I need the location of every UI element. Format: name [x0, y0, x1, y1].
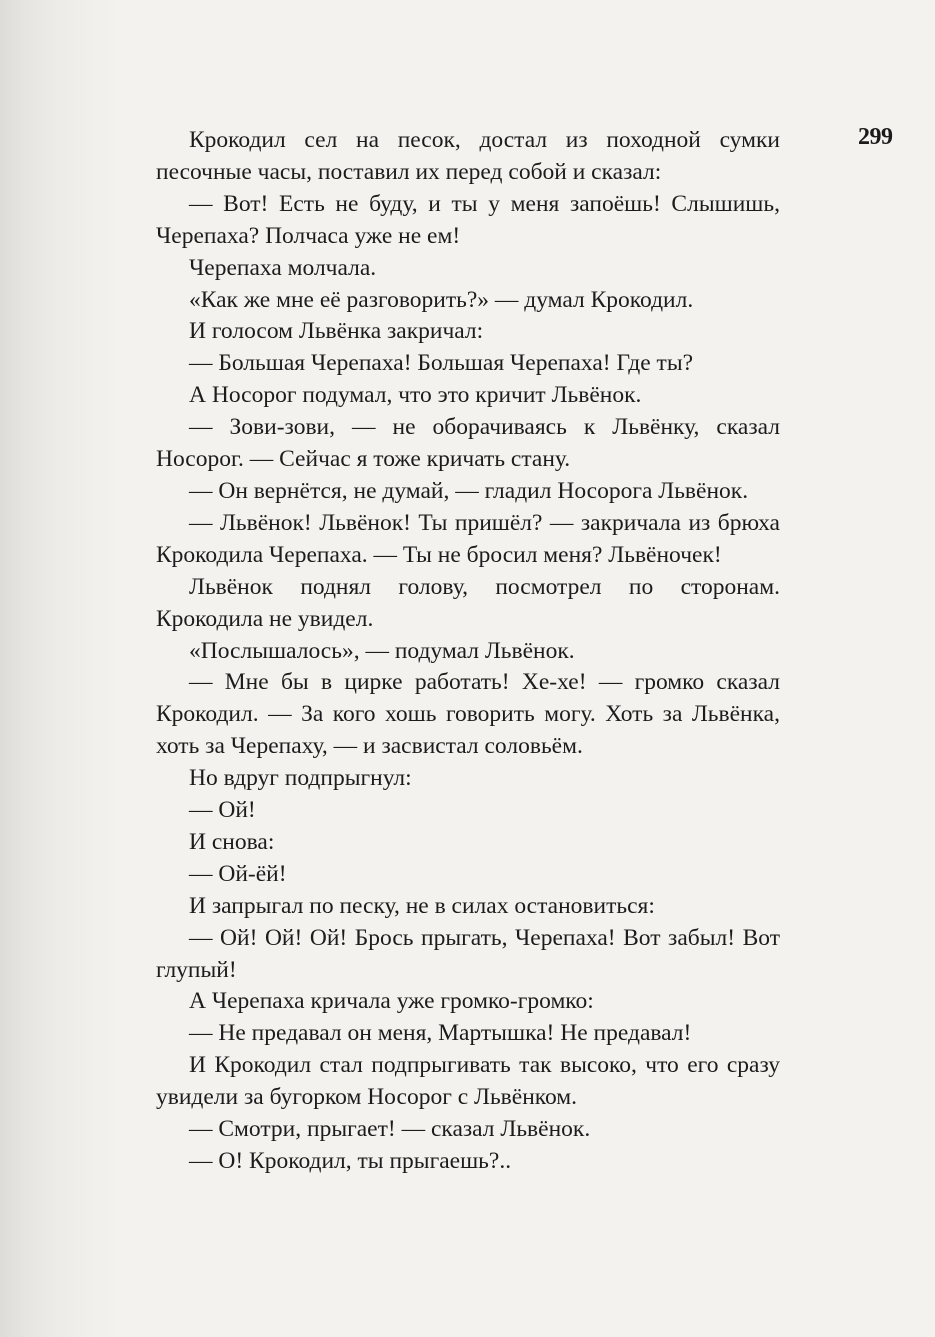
paragraph: — Ой! Ой! Ой! Брось прыгать, Черепаха! Вот забыл! Вот глупый!: [156, 924, 780, 983]
paragraph: «Послышалось», — подумал Львёнок.: [189, 637, 575, 664]
paragraph: И Крокодил стал подпрыгивать так высоко, что его сразу увидели за бугорком Носорог с Львёнком.: [156, 1052, 780, 1111]
paragraph: А Черепаха кричала уже громко-громко:: [189, 988, 594, 1015]
paragraph: — О! Крокодил, ты прыгаешь?..: [189, 1148, 512, 1174]
paragraph: Но вдруг подпрыгнул:: [189, 765, 412, 792]
paragraph: — Вот! Есть не буду, и ты у меня запоёшь! Слышишь, Черепаха? Полчаса уже не ем!: [156, 190, 780, 249]
paragraph: — Большая Черепаха! Большая Черепаха! Где ты?: [189, 350, 694, 377]
paragraph: — Смотри, прыгает! — сказал Львёнок.: [189, 1116, 591, 1143]
paragraph: — Ой-ёй!: [189, 860, 287, 887]
paragraph: Крокодил сел на песок, достал из походной сумки песочные часы, поставил их перед собой и сказал:: [156, 127, 780, 185]
paragraph: И голосом Львёнка закричал:: [189, 318, 484, 345]
book-text: [156, 125, 780, 1178]
paragraph: — Он вернётся, не думай, — гладил Носорога Львёнок.: [189, 477, 749, 504]
paragraph: — Мне бы в цирке работать! Хе-хе! — громко сказал Крокодил. — За кого хошь говорить могу. Хоть за Львёнка, хоть за Черепаху, — и засвистал соловьём.: [156, 669, 780, 760]
paragraph: — Зови-зови, — не оборачиваясь к Львёнку, сказал Носорог. — Сейчас я тоже кричать стану.: [156, 414, 780, 473]
paragraph: «Как же мне её разговорить?» — думал Крокодил.: [189, 286, 694, 313]
paragraph: Черепаха молчала.: [189, 254, 377, 281]
paragraph: Львёнок поднял голову, посмотрел по сторонам. Крокодила не увидел.: [156, 573, 780, 632]
binding-shadow: [0, 0, 120, 1337]
paragraph: — Ой!: [189, 797, 256, 824]
page-number: 299: [858, 124, 893, 150]
paragraph: И запрыгал по песку, не в силах остановиться:: [189, 892, 655, 919]
paragraph: — Не предавал он меня, Мартышка! Не предавал!: [189, 1020, 692, 1047]
paragraph: А Носорог подумал, что это кричит Львёнок.: [189, 382, 642, 409]
paragraph: И снова:: [189, 828, 275, 855]
paragraph: — Львёнок! Львёнок! Ты пришёл? — закричала из брюха Крокодила Черепаха. — Ты не бросил меня? Львёночек!: [156, 509, 780, 568]
